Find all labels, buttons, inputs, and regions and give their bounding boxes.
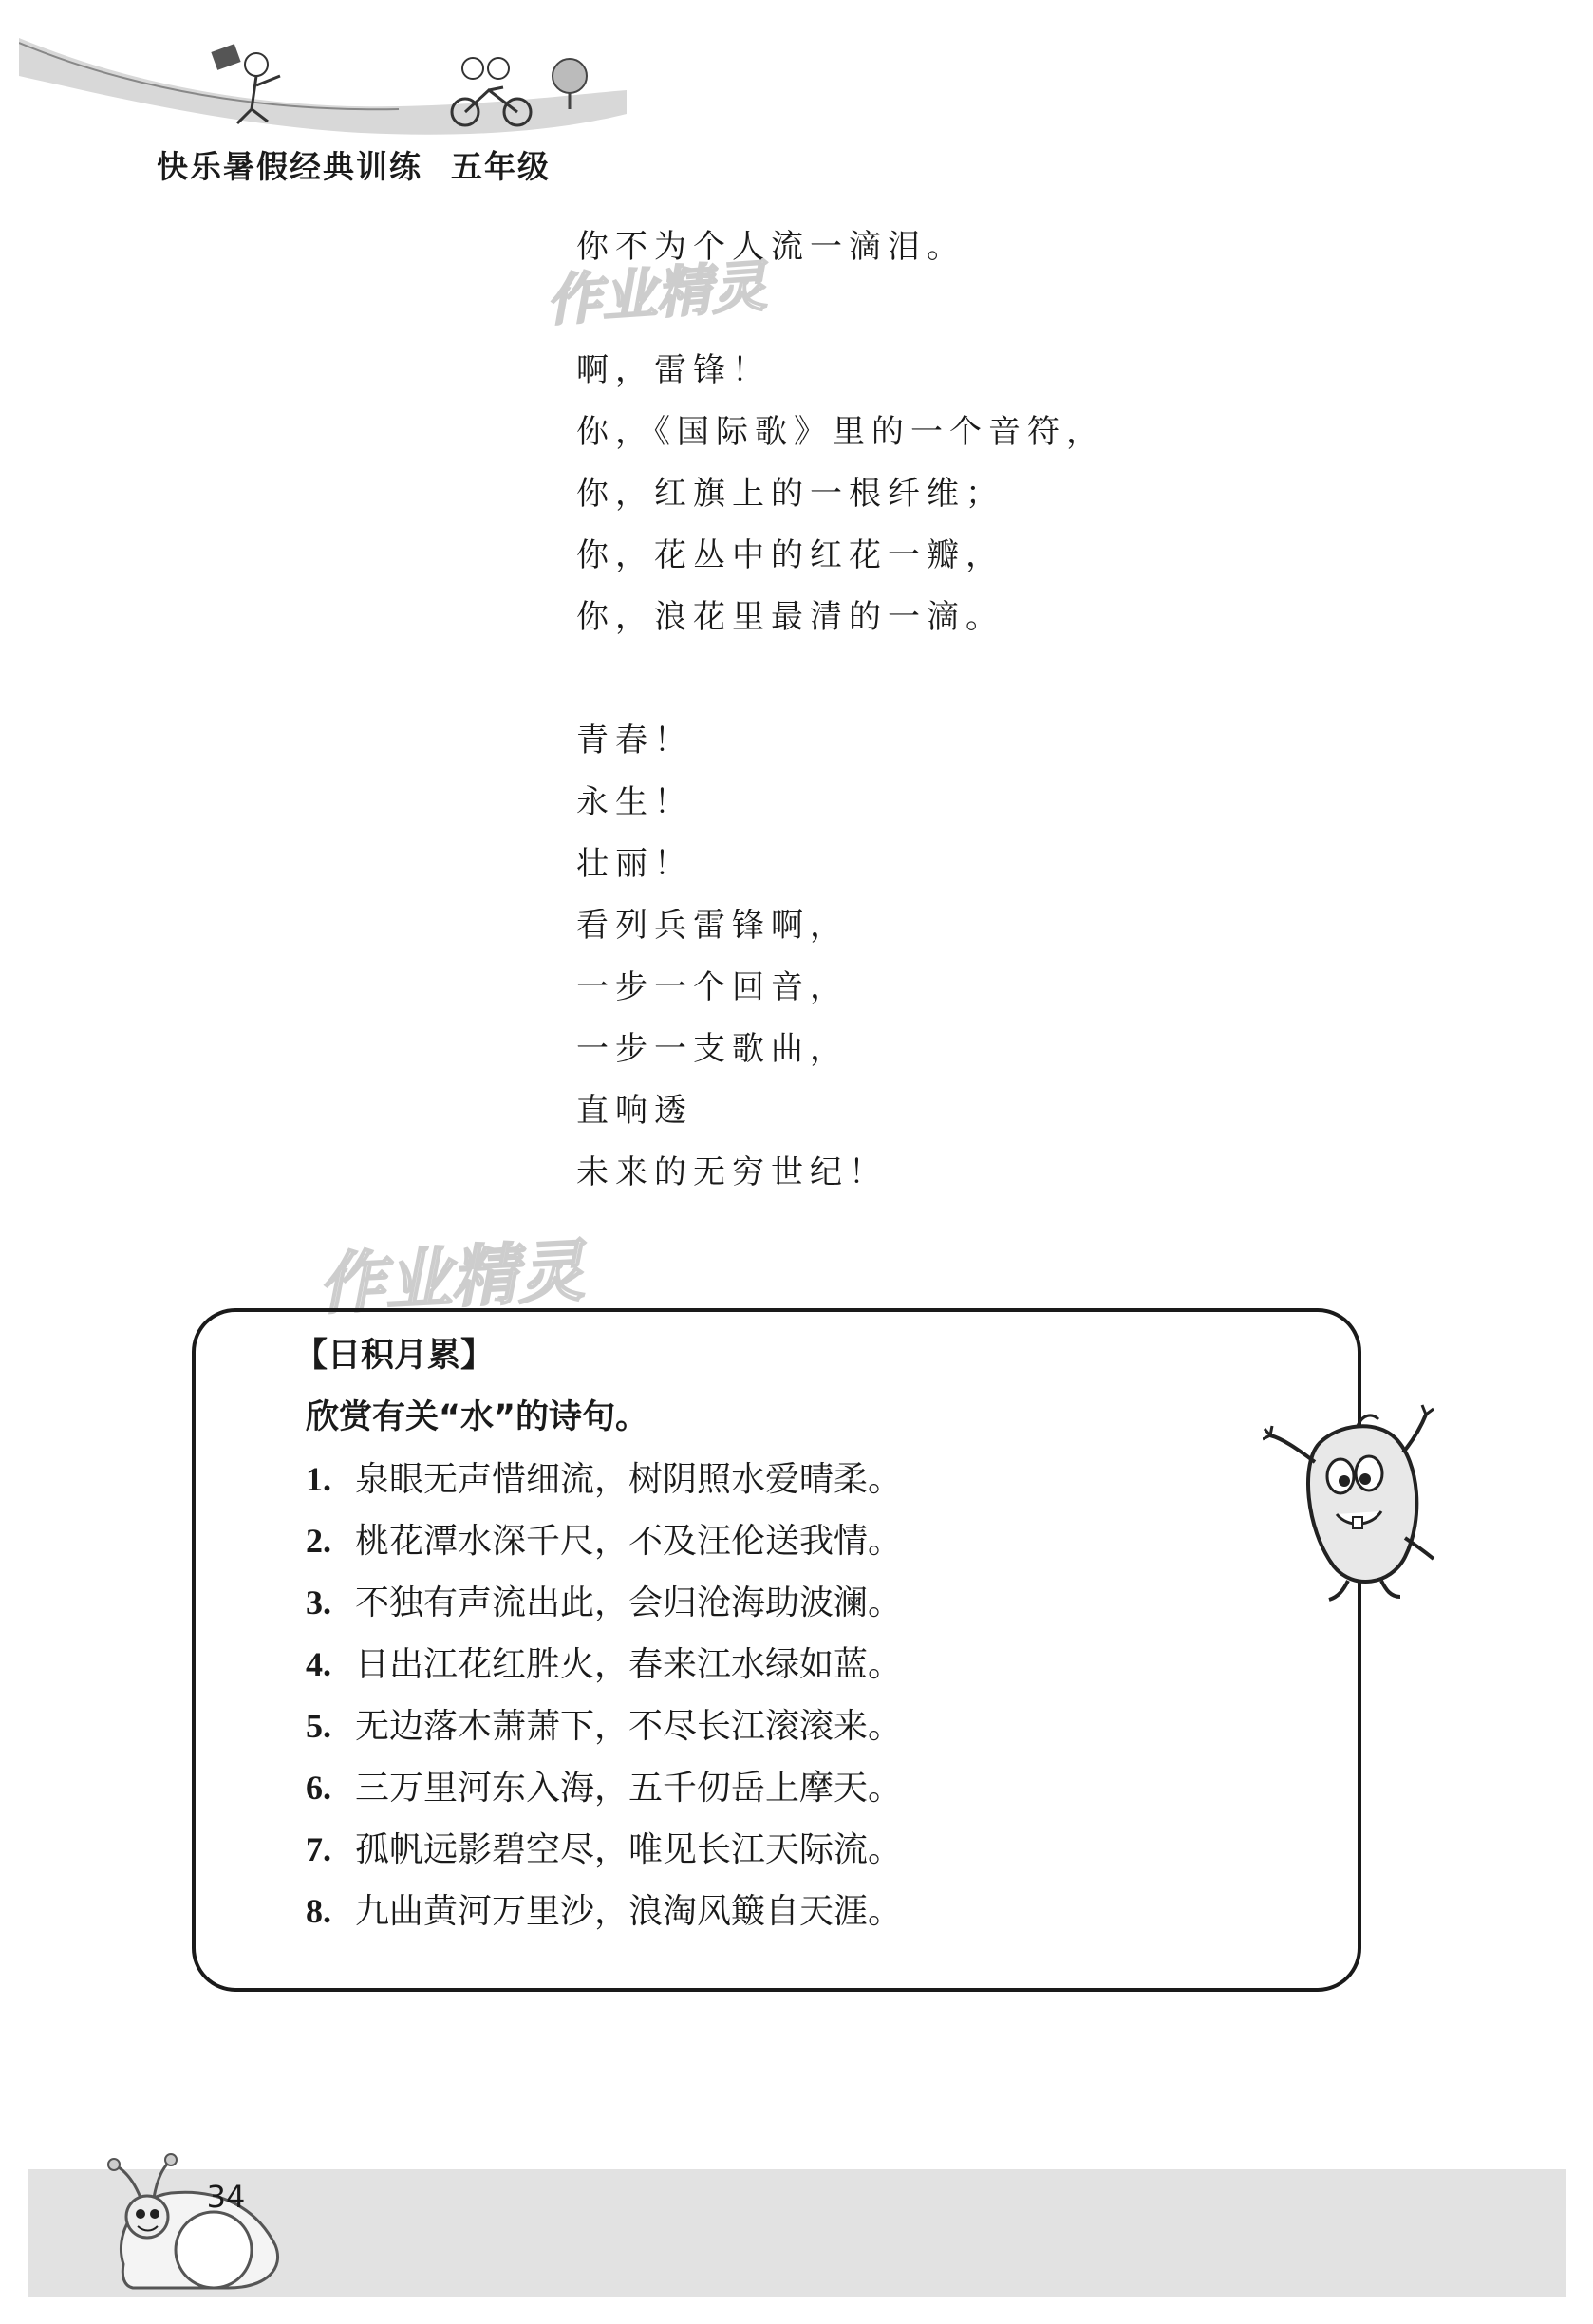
mascot-illustration bbox=[1263, 1386, 1438, 1604]
poem-line: 未来的无穷世纪！ bbox=[576, 1153, 888, 1191]
poem-line: 你，花丛中的红花一瓣， bbox=[576, 536, 1004, 574]
verse-text: 泉眼无声惜细流，树阴照水爱晴柔。 bbox=[355, 1460, 903, 1499]
verse-text: 日出江花红胜火，春来江水绿如蓝。 bbox=[355, 1645, 903, 1684]
verse-item bbox=[306, 1761, 902, 1809]
section-subtitle: 欣赏有关“水”的诗句。 bbox=[306, 1398, 649, 1436]
poem-line: 你不为个人流一滴泪。 bbox=[576, 228, 965, 266]
section-title: 【日积月累】 bbox=[294, 1337, 495, 1375]
verse-number: 2. bbox=[306, 1522, 331, 1560]
verse-item bbox=[306, 1699, 902, 1748]
poem-line: 壮丽！ bbox=[576, 845, 693, 883]
snail-illustration bbox=[95, 2103, 304, 2293]
verse-number: 6. bbox=[306, 1769, 331, 1807]
verse-text: 九曲黄河万里沙，浪淘风簸自天涯。 bbox=[355, 1892, 903, 1931]
verse-number: 1. bbox=[306, 1460, 331, 1498]
verse-number: 3. bbox=[306, 1584, 331, 1621]
poem-line: 看列兵雷锋啊， bbox=[576, 907, 849, 945]
poem-line: 一步一个回音， bbox=[576, 968, 849, 1006]
poem-line: 青春！ bbox=[576, 722, 693, 759]
poem-line: 一步一支歌曲， bbox=[576, 1030, 849, 1068]
watermark: 作业精灵 bbox=[544, 253, 769, 333]
verse-text: 桃花潭水深千尺，不及汪伦送我情。 bbox=[355, 1522, 903, 1561]
book-header bbox=[157, 142, 551, 187]
verse-number: 5. bbox=[306, 1707, 331, 1745]
grade-label: 五年级 bbox=[451, 148, 551, 185]
verse-number: 7. bbox=[306, 1830, 331, 1868]
poem-line: 你，《国际歌》里的一个音符， bbox=[576, 413, 1105, 451]
verse-item bbox=[306, 1823, 902, 1871]
verse-text: 无边落木萧萧下，不尽长江滚滚来。 bbox=[355, 1707, 903, 1746]
poem-line: 你，红旗上的一根纤维； bbox=[576, 475, 1004, 513]
poem-line: 啊，雷锋！ bbox=[576, 351, 771, 389]
verse-number: 4. bbox=[306, 1645, 331, 1683]
header-illustration bbox=[19, 19, 627, 152]
poem-line: 永生！ bbox=[576, 783, 693, 821]
verse-text: 孤帆远影碧空尽，唯见长江天际流。 bbox=[355, 1830, 903, 1869]
verse-text: 三万里河东入海，五千仞岳上摩天。 bbox=[355, 1769, 903, 1808]
verse-item bbox=[306, 1452, 902, 1501]
verse-item bbox=[306, 1884, 902, 1933]
page-number: 34 bbox=[206, 2179, 246, 2215]
poem-line: 直响透 bbox=[576, 1092, 693, 1130]
watermark: 作业精灵 bbox=[316, 1231, 587, 1324]
book-title: 快乐暑假经典训练 bbox=[157, 148, 422, 185]
verse-item bbox=[306, 1638, 902, 1686]
verse-item bbox=[306, 1514, 902, 1563]
verse-number: 8. bbox=[306, 1892, 331, 1930]
poem-line: 你，浪花里最清的一滴。 bbox=[576, 598, 1004, 636]
verse-item bbox=[306, 1576, 902, 1624]
verse-text: 不独有声流出此，会归沧海助波澜。 bbox=[355, 1584, 903, 1622]
